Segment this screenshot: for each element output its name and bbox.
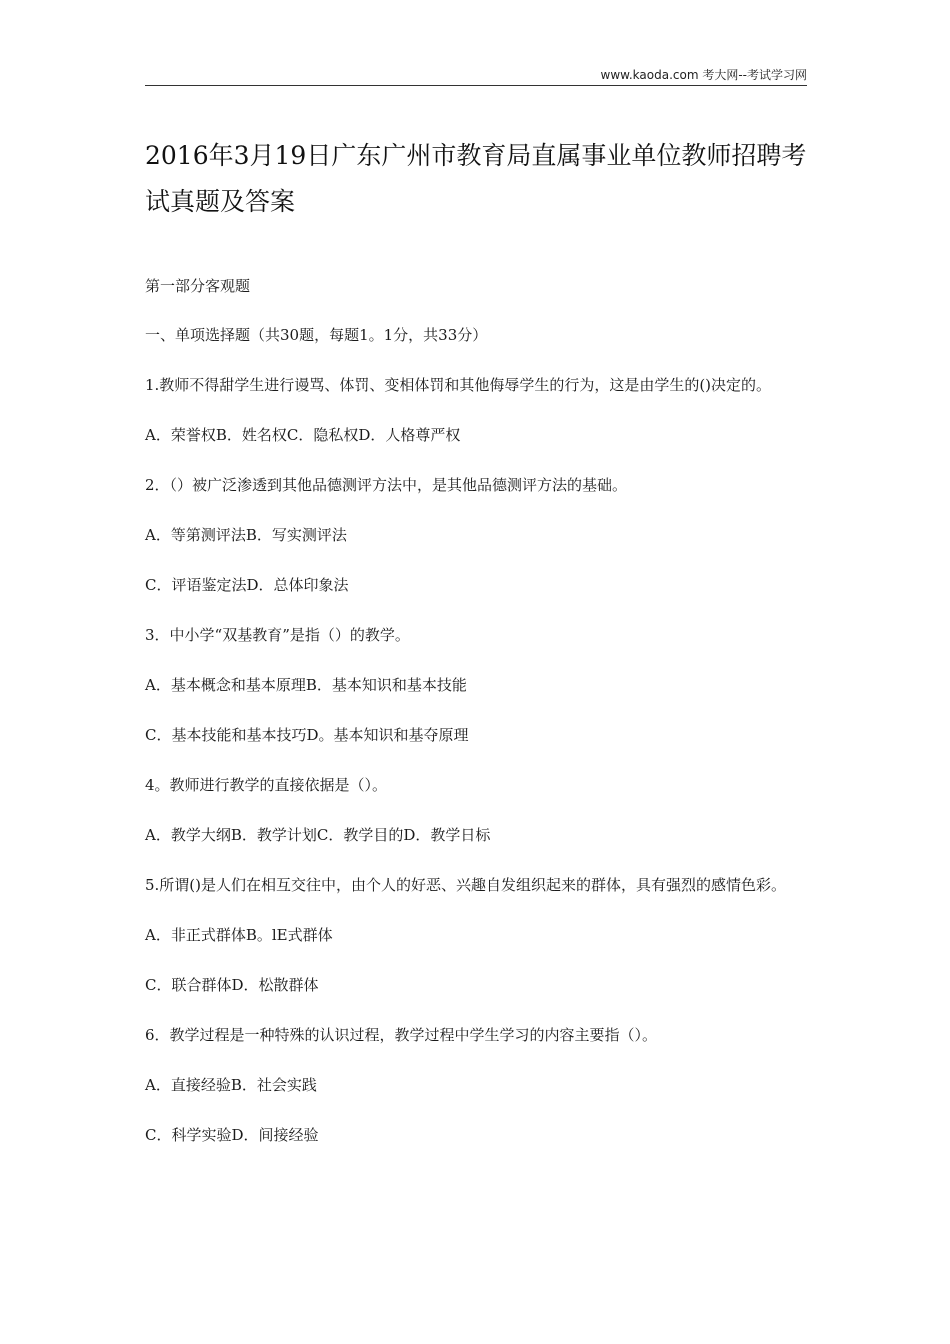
question-options: C．科学实验D．间接经验	[145, 1126, 319, 1144]
question-options: C．评语鉴定法D．总体印象法	[145, 576, 349, 594]
document-title: 2016年3月19日广东广州市教育局直属事业单位教师招聘考试真题及答案	[145, 141, 807, 216]
question-options: C．基本技能和基本技巧D。基本知识和基夺原理	[145, 726, 469, 744]
question-stem: 5.所谓()是人们在相互交往中，由个人的好恶、兴趣自发组织起来的群体，具有强烈的感情色彩。	[145, 876, 787, 894]
question-options: C．联合群体D．松散群体	[145, 976, 319, 994]
question-stem: 4。教师进行教学的直接依据是（）。	[145, 776, 388, 794]
header-site-text: www.kaoda.com 考大网--考试学习网	[600, 68, 807, 82]
question-options: A．直接经验B．社会实践	[145, 1076, 317, 1094]
section-heading: 第一部分客观题	[145, 277, 251, 295]
page-header	[145, 66, 807, 83]
header-divider	[145, 85, 807, 86]
document-body	[145, 275, 813, 1174]
question-stem: 3．中小学“双基教育”是指（）的教学。	[145, 626, 410, 644]
question-options: A．基本概念和基本原理B．基本知识和基本技能	[145, 676, 467, 694]
part-heading: 一、单项选择题（共30题，每题1。1分，共33分）	[145, 326, 488, 344]
question-stem: 6．教学过程是一种特殊的认识过程，教学过程中学生学习的内容主要指（）。	[145, 1026, 658, 1044]
question-options: A．荣誉权B．姓名权C．隐私权D．人格尊严权	[145, 426, 461, 444]
question-options: A．等第测评法B．写实测评法	[145, 526, 347, 544]
question-stem: 2．（）被广泛渗透到其他品德测评方法中，是其他品德测评方法的基础。	[145, 476, 628, 494]
question-options: A．非正式群体B。lE式群体	[145, 926, 333, 944]
question-stem: 1.教师不得甜学生进行谩骂、体罚、变相体罚和其他侮辱学生的行为，这是由学生的()决定的。	[145, 376, 772, 394]
question-options: A．教学大纲B．教学计划C．教学目的D．教学日标	[145, 826, 491, 844]
